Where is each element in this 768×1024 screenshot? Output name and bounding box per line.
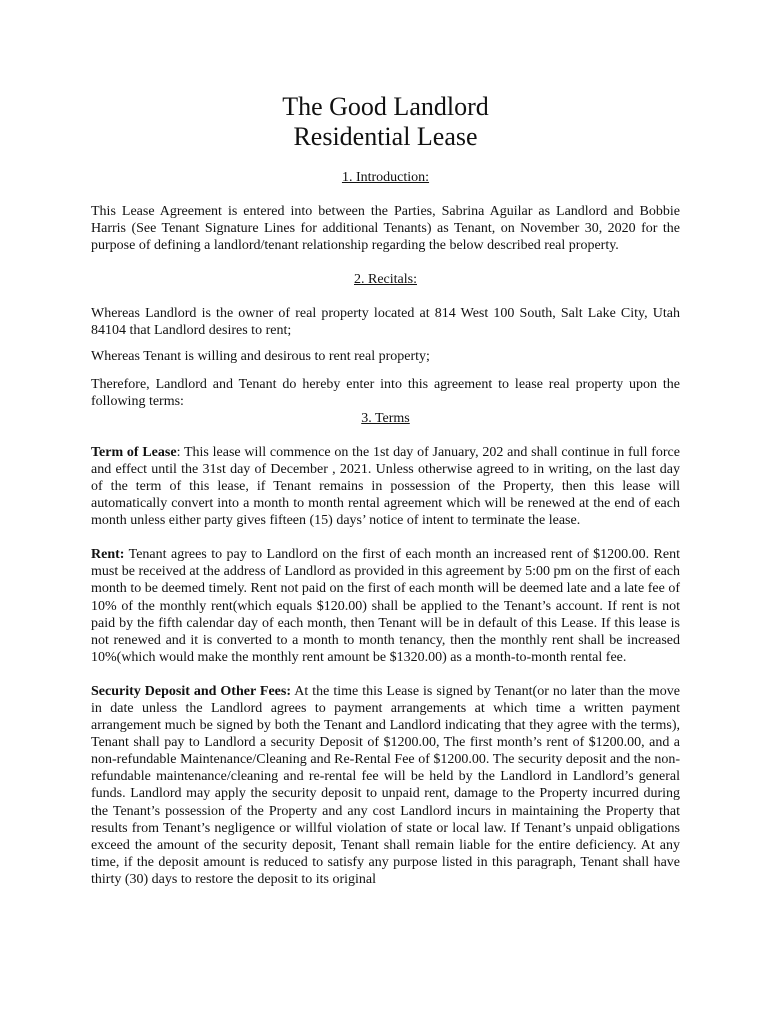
term-of-lease-label: Term of Lease — [91, 444, 177, 460]
rent-paragraph — [91, 546, 680, 666]
section-heading-introduction: 1. Introduction: — [341, 170, 430, 185]
security-deposit-paragraph — [91, 683, 680, 888]
recitals-paragraph-3: Therefore, Landlord and Tenant do hereby enter into this agreement to lease real property upon the following terms: — [91, 376, 680, 409]
security-deposit-label: Security Deposit and Other Fees: — [91, 683, 292, 699]
rent-text: Tenant agrees to pay to Landlord on the first of each month an increased rent of $1200.00. Rent must be received at the address of Landlord as provided in this agreement by 5:00 pm on the first of each month to be deemed timely. Rent not paid on the first of each month will be deemed late and a late fee of 10% of the monthly rent(which equals $120.00) shall be applied to the Tenant’s account. If rent is not paid by the fifth calendar day of each month, then Tenant will be in default of this Lease. If this lease is not renewed and it is converted to a month to month tenancy, then the monthly rent shall be increased 10%(which would make the monthly rent amount be $1320.00) as a month-to-month rental fee. — [91, 547, 680, 665]
introduction-paragraph: This Lease Agreement is entered into between the Parties, Sabrina Aguilar as Landlord and Bobbie Harris (See Tenant Signature Lines for additional Tenants) as Tenant, on November 30, 2020 for the purpose of defining a landlord/tenant relationship regarding the below described real property. — [91, 204, 680, 254]
security-deposit-text: At the time this Lease is signed by Tenant(or no later than the move in date unless the Landlord agrees to payment arrangements at which time a written payment arrangement much be signed by both the Tenant and Landlord indicating that they agree with the terms), Tenant shall pay to Landlord a security Deposit of $1200.00, The first month’s rent of $1200.00, and a non-refundable Maintenance/Cleaning and Re-Rental Fee of $1200.00. The security deposit and the non-refundable maintenance/cleaning and re-rental fee will be held by the Landlord in Landlord’s general funds. Landlord may apply the security deposit to unpaid rent, damage to the Property incurred during the Tenant’s possession of the Property and any cost Landlord incurs in maintaining the Property that results from Tenant’s negligence or willful violation of state or local law. If Tenant’s unpaid obligations exceed the amount of the security deposit, Tenant shall remain liable for the entire deficiency. At any time, if the deposit amount is reduced to satisfy any purpose listed in this paragraph, Tenant shall have thirty (30) days to restore the deposit to its original — [91, 683, 680, 887]
title-line-2: Residential Lease — [293, 122, 478, 151]
rent-label: Rent: — [91, 547, 125, 563]
recitals-paragraph-1: Whereas Landlord is the owner of real property located at 814 West 100 South, Salt Lake City, Utah 84104 that Landlord desires to rent; — [91, 306, 680, 339]
recitals-paragraph-2: Whereas Tenant is willing and desirous to rent real property; — [91, 349, 430, 365]
term-of-lease-paragraph — [91, 444, 680, 529]
title-line-1: The Good Landlord — [282, 92, 489, 121]
section-heading-terms: 3. Terms — [361, 410, 410, 426]
term-of-lease-text: : This lease will commence on the 1st day of January, 202 and shall continue in full force and effect until the 31st day of December , 2021. Unless otherwise agreed to in writing, on the last day of the term of this lease, if Tenant remains in possession of the Property, then this lease will automatically convert into a month to month rental agreement which will be renewed at the end of each month unless either party gives fifteen (15) days’ notice of intent to terminate the lease. — [91, 444, 680, 529]
section-heading-recitals: 2. Recitals: — [354, 272, 417, 288]
document-title — [91, 0, 680, 152]
